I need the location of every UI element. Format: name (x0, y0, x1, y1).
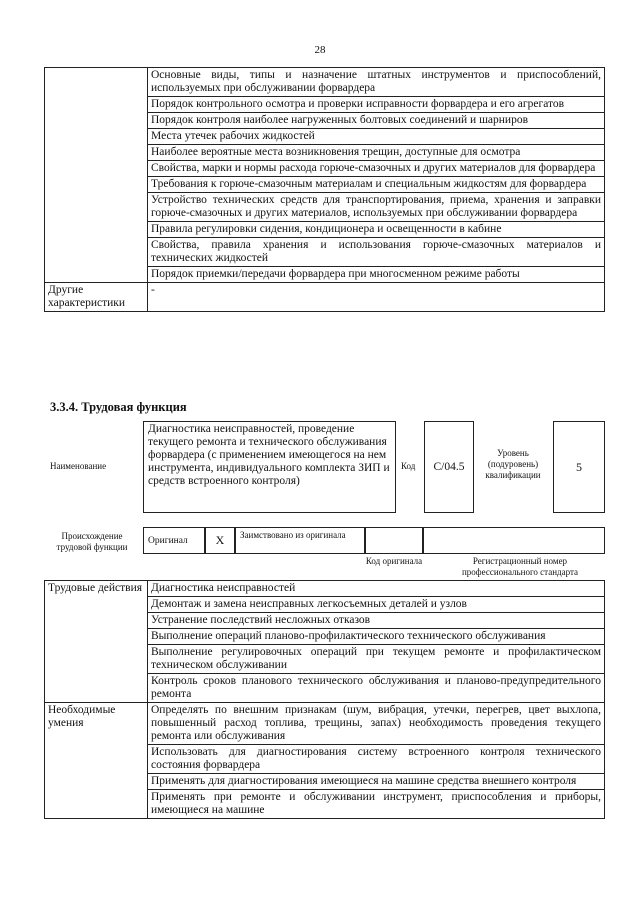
empty-label-cell (45, 68, 148, 283)
code-value: C/04.5 (424, 421, 474, 513)
table-row: Порядок контроля наиболее нагруженных болтовых соединений и шарниров (148, 113, 605, 129)
actions-label: Трудовые действия (45, 581, 148, 703)
table-row: Порядок контрольного осмотра и проверки исправности форвардера и его агрегатов (148, 97, 605, 113)
table-row: Применять для диагностирования имеющиеся на машине средства внешнего контроля (148, 774, 605, 790)
table-row: Демонтаж и замена неисправных легкосъемных деталей и узлов (148, 597, 605, 613)
table-row: Порядок приемки/передачи форвардера при многосменном режиме работы (148, 267, 605, 283)
table-row: Использовать для диагностирования систему встроенного контроля технического состояния форвардера (148, 745, 605, 774)
function-name: Диагностика неисправностей, проведение текущего ремонта и технического обслуживания форвардера (с применением имеющегося на нем инструмента, индивидуального комплекта ЗИП и средств встроенного контроля) (143, 421, 396, 513)
skills-label: Необходимые умения (45, 703, 148, 819)
table-row: Устройство технических средств для транспортирования, приема, хранения и заправки горюче-смазочных и других материалов, используемых при обслуживании форвардера (148, 193, 605, 222)
table-row: Контроль сроков планового технического обслуживания и планово-предупредительного ремонта (148, 674, 605, 703)
table-row: Наиболее вероятные места возникновения трещин, доступные для осмотра (148, 145, 605, 161)
origin-label: Происхождение трудовой функции (56, 531, 128, 552)
table-row: Основные виды, типы и назначение штатных инструментов и приспособлений, используемых при обслуживании форвардера (148, 68, 605, 97)
name-label: Наименование (50, 461, 107, 471)
level-value: 5 (553, 421, 605, 513)
table-row: Правила регулировки сидения, кондиционера и освещенности в кабине (148, 222, 605, 238)
other-characteristics-label: Другие характеристики (45, 283, 148, 312)
table-row: Места утечек рабочих жидкостей (148, 129, 605, 145)
page-number: 28 (314, 44, 326, 56)
table-row: Свойства, правила хранения и использования горюче-смазочных материалов и технических жидкостей (148, 238, 605, 267)
code-label: Код (401, 461, 416, 471)
table-row: Определять по внешним признакам (шум, вибрация, утечки, перегрев, цвет выхлопа, повышенный расход топлива, трещины, запах) необходимость проведения текущего ремонта или обслуживания (148, 703, 605, 745)
level-label: Уровень (подуровень) квалификации (485, 448, 541, 480)
original-cell: Оригинал (143, 527, 205, 554)
table-row: Диагностика неисправностей (148, 581, 605, 597)
reg-number-cell (423, 527, 605, 554)
original-mark: X (205, 527, 235, 554)
origin-code-cell (365, 527, 423, 554)
borrowed-cell: Заимствовано из оригинала (235, 527, 365, 554)
table-row: Устранение последствий несложных отказов (148, 613, 605, 629)
table-row: Применять при ремонте и обслуживании инструмент, приспособления и приборы, имеющиеся на машине (148, 790, 605, 819)
table-row: Выполнение операций планово-профилактического технического обслуживания (148, 629, 605, 645)
function-table (44, 580, 605, 819)
section-title: 3.3.4. Трудовая функция (50, 400, 187, 414)
table-row: Свойства, марки и нормы расхода горюче-смазочных и других материалов для форвардера (148, 161, 605, 177)
knowledge-table (44, 67, 605, 312)
table-row: Выполнение регулировочных операций при текущем ремонте и профилактическом техническом обслуживании (148, 645, 605, 674)
other-characteristics-value: - (148, 283, 605, 312)
reg-caption: Регистрационный номер профессионального стандарта (461, 556, 579, 577)
table-row: Требования к горюче-смазочным материалам и специальным жидкостям для форвардера (148, 177, 605, 193)
code-caption: Код оригинала (365, 556, 423, 566)
